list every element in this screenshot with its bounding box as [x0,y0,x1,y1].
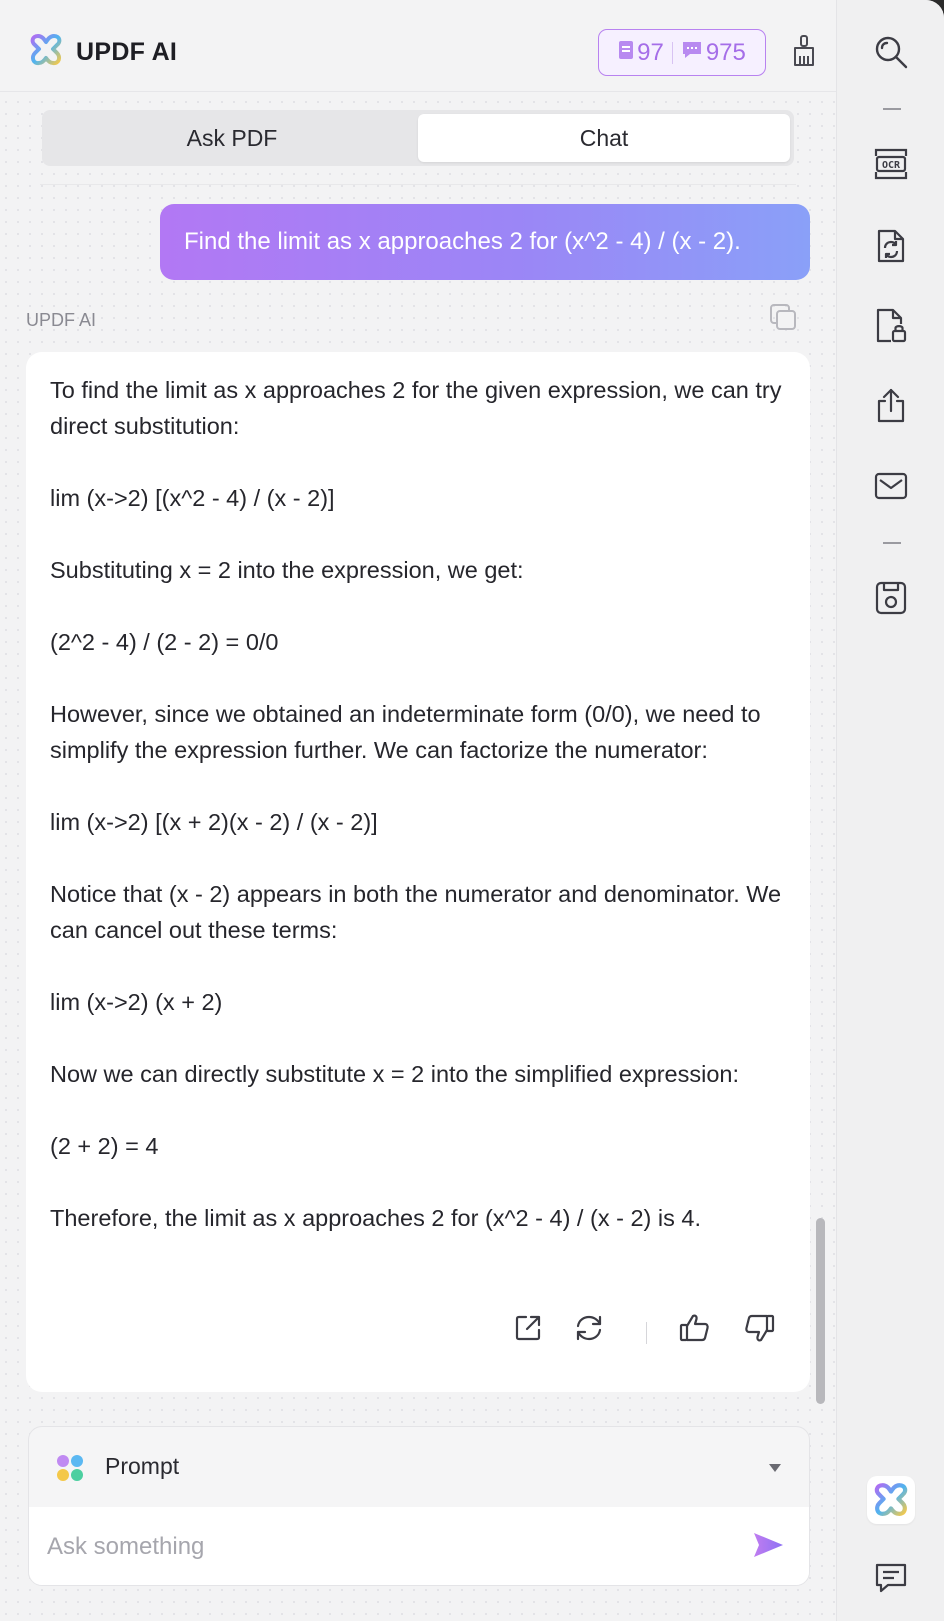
right-toolbar [836,0,944,1621]
pdf-credits [618,39,664,67]
brand-title: UPDF AI [76,38,178,66]
updf-ai-assistant-icon[interactable] [867,1476,915,1524]
tab-ask-pdf[interactable]: Ask PDF [186,124,278,151]
chat-bubble-icon [681,39,703,67]
user-message-bubble: Find the limit as x approaches 2 for (x^2 - 4) / (x - 2). [160,204,810,280]
mode-tabs [42,110,794,166]
ocr-icon-label: OCR [881,160,901,171]
answer-paragraph: Substituting x = 2 into the expression, we get: [50,557,524,583]
protect-file-icon[interactable] [871,306,911,346]
tab-chat[interactable]: Chat [418,114,790,162]
tabs-divider [40,184,796,185]
assistant-label: UPDF AI [26,310,97,330]
prompt-label: Prompt [105,1453,180,1479]
composer [28,1426,810,1586]
share-upload-icon[interactable] [871,386,911,426]
brand [28,32,177,73]
document-icon [618,39,634,67]
answer-paragraph: However, since we obtained an indeterminate form (0/0), we need to simplify the expression further. We can factorize the numerator: [50,701,761,763]
search-icon[interactable] [871,32,911,72]
toolbar-divider [883,542,901,544]
clear-chat-brush-icon[interactable] [790,34,818,73]
regenerate-icon[interactable] [572,1312,606,1349]
prompt-selector[interactable] [29,1427,810,1507]
copy-icon[interactable] [768,302,798,337]
send-icon[interactable] [751,1529,785,1566]
thumbs-up-icon[interactable] [678,1312,712,1349]
panel-header [0,0,836,92]
answer-paragraph: (2 + 2) = 4 [50,1133,159,1159]
credits-badge[interactable] [598,29,766,76]
updf-logo-icon [28,32,64,73]
prompt-grid-icon [55,1453,85,1488]
chat-credits [681,39,746,67]
answer-paragraph: lim (x->2) (x + 2) [50,989,223,1015]
input-row [29,1507,810,1586]
answer-paragraph: (2^2 - 4) / (2 - 2) = 0/0 [50,629,279,655]
assistant-answer-card [26,352,810,1392]
comment-icon[interactable] [871,1558,911,1598]
answer-paragraph: To find the limit as x approaches 2 for the given expression, we can try direct substitution: [50,377,782,439]
answer-paragraph: lim (x->2) [(x^2 - 4) / (x - 2)] [50,485,335,511]
answer-text [50,372,790,1236]
chat-credits-count: 975 [705,38,746,66]
email-icon[interactable] [871,466,911,506]
credits-divider [672,42,673,64]
answer-paragraph: Notice that (x - 2) appears in both the numerator and denominator. We can cancel out these terms: [50,881,782,943]
answer-paragraph: Therefore, the limit as x approaches 2 for (x^2 - 4) / (x - 2) is 4. [50,1205,701,1231]
caret-down-icon [767,1461,783,1479]
ocr-icon[interactable] [871,144,911,184]
answer-paragraph: Now we can directly substitute x = 2 into the simplified expression: [50,1061,740,1087]
answer-paragraph: lim (x->2) [(x + 2)(x - 2) / (x - 2)] [50,809,378,835]
thumbs-down-icon[interactable] [742,1312,776,1349]
pdf-credits-count: 97 [637,38,664,66]
actions-divider [646,1322,647,1344]
chat-scrollbar-thumb[interactable] [816,1218,825,1404]
convert-file-icon[interactable] [871,226,911,266]
save-icon[interactable] [871,578,911,618]
export-icon[interactable] [512,1312,544,1349]
toolbar-divider [883,108,901,110]
answer-actions [26,1312,810,1352]
ask-input[interactable] [47,1527,727,1567]
